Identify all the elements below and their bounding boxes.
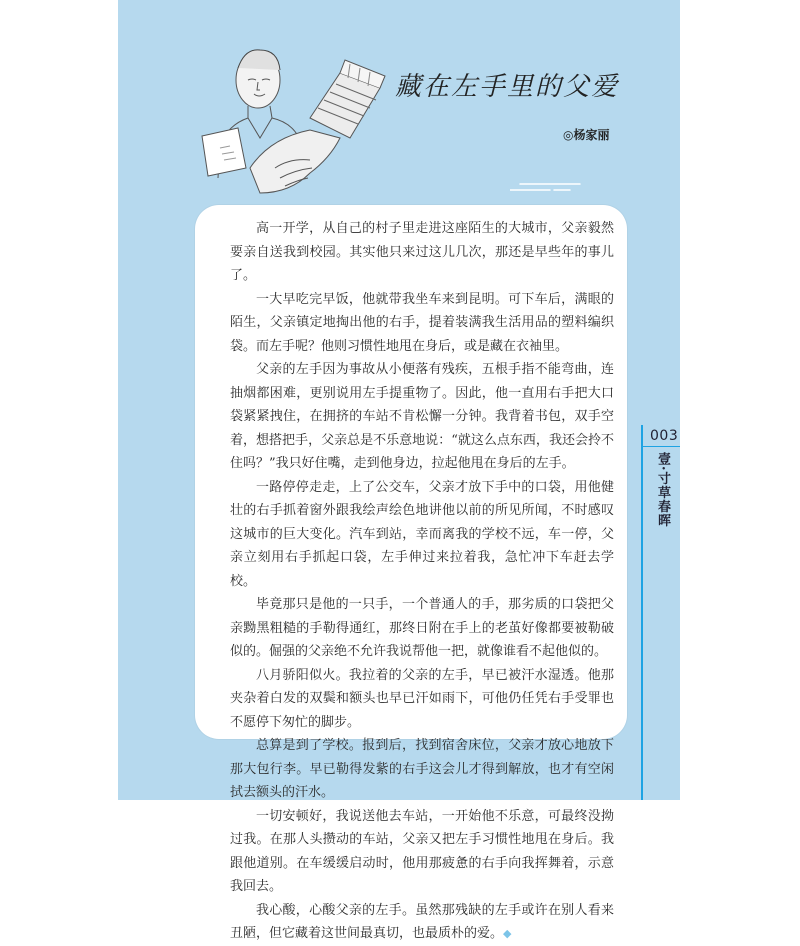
paragraph: 毕竟那只是他的一只手，一个普通人的手，那劣质的口袋把父亲黝黑粗糙的手勒得通红，那终日附在手上的老茧好像都要被勒破似的。倔强的父亲绝不允许我说帮他一把，就像谁看不起他似的。: [230, 597, 614, 659]
page-number: 003: [650, 428, 679, 444]
paragraph: 八月骄阳似火。我拉着的父亲的左手，早已被汗水湿透。他那夹杂着白发的双鬓和额头也早已汗如雨下，可他仍任凭右手受罪也不愿停下匆忙的脚步。: [230, 667, 614, 730]
paragraph: 高一开学，从自己的村子里走进这座陌生的大城市，父亲毅然要亲自送我到校园。其实他只来过这儿几次，那还是早些年的事儿了。: [230, 221, 614, 283]
paragraph: 一路停停走走，上了公交车，父亲才放下手中的口袋，用他健壮的右手抓着窗外跟我绘声绘色地讲他以前的所见所闻，不时感叹这城市的巨大变化。汽车到站，幸而离我的学校不远，车一停，父亲立刻用右手抓起口袋，左手伸过来拉着我，急忙冲下车赶去学校。: [230, 479, 614, 589]
paragraph: 总算是到了学校。报到后，找到宿舍床位，父亲才放心地放下那大包行李。早已勒得发紫的右手这会儿才得到解放，也才有空闲拭去额头的汗水。: [230, 738, 614, 800]
article-author: ◎杨家丽: [563, 128, 610, 142]
section-name: 壹·寸草春晖: [655, 452, 670, 528]
article-title: 藏在左手里的父爱: [395, 72, 620, 102]
paragraph-last: [230, 899, 614, 946]
paragraph: 一切安顿好，我说送他去车站，一开始他不乐意，可最终没拗过我。在那人头攒动的车站，父亲又把左手习惯性地甩在身后。我跟他道别。在车缓缓启动时，他用那疲惫的右手向我挥舞着，示意我回去。: [230, 808, 614, 894]
paragraph-text: 我心酸，心酸父亲的左手。虽然那残缺的左手或许在别人看来丑陋，但它藏着这世间最真切，也最质朴的爱。: [230, 902, 614, 941]
paragraph: 父亲的左手因为事故从小便落有残疾，五根手指不能弯曲，连抽烟都困难，更别说用左手提重物了。因此，他一直用右手把大口袋紧紧拽住，在拥挤的车站不肯松懈一分钟。我背着书包，双手空着，想搭把手，父亲总是不乐意地说：“就这么点东西，我还会拎不住吗？”我只好住嘴，走到他身边，拉起他甩在身后的左手。: [230, 362, 614, 471]
article-body: [230, 217, 614, 946]
end-mark-icon: ◆: [503, 927, 512, 940]
paragraph: 一大早吃完早饭，他就带我坐车来到昆明。可下车后，满眼的陌生，父亲镇定地掏出他的右手，提着装满我生活用品的塑料编织袋。而左手呢？他则习惯性地甩在身后，或是藏在衣袖里。: [230, 291, 614, 354]
decorative-lines: [510, 178, 590, 198]
sketch-illustration: [190, 18, 390, 218]
side-accent-line: [641, 425, 643, 800]
page-number-rule: [643, 446, 680, 447]
